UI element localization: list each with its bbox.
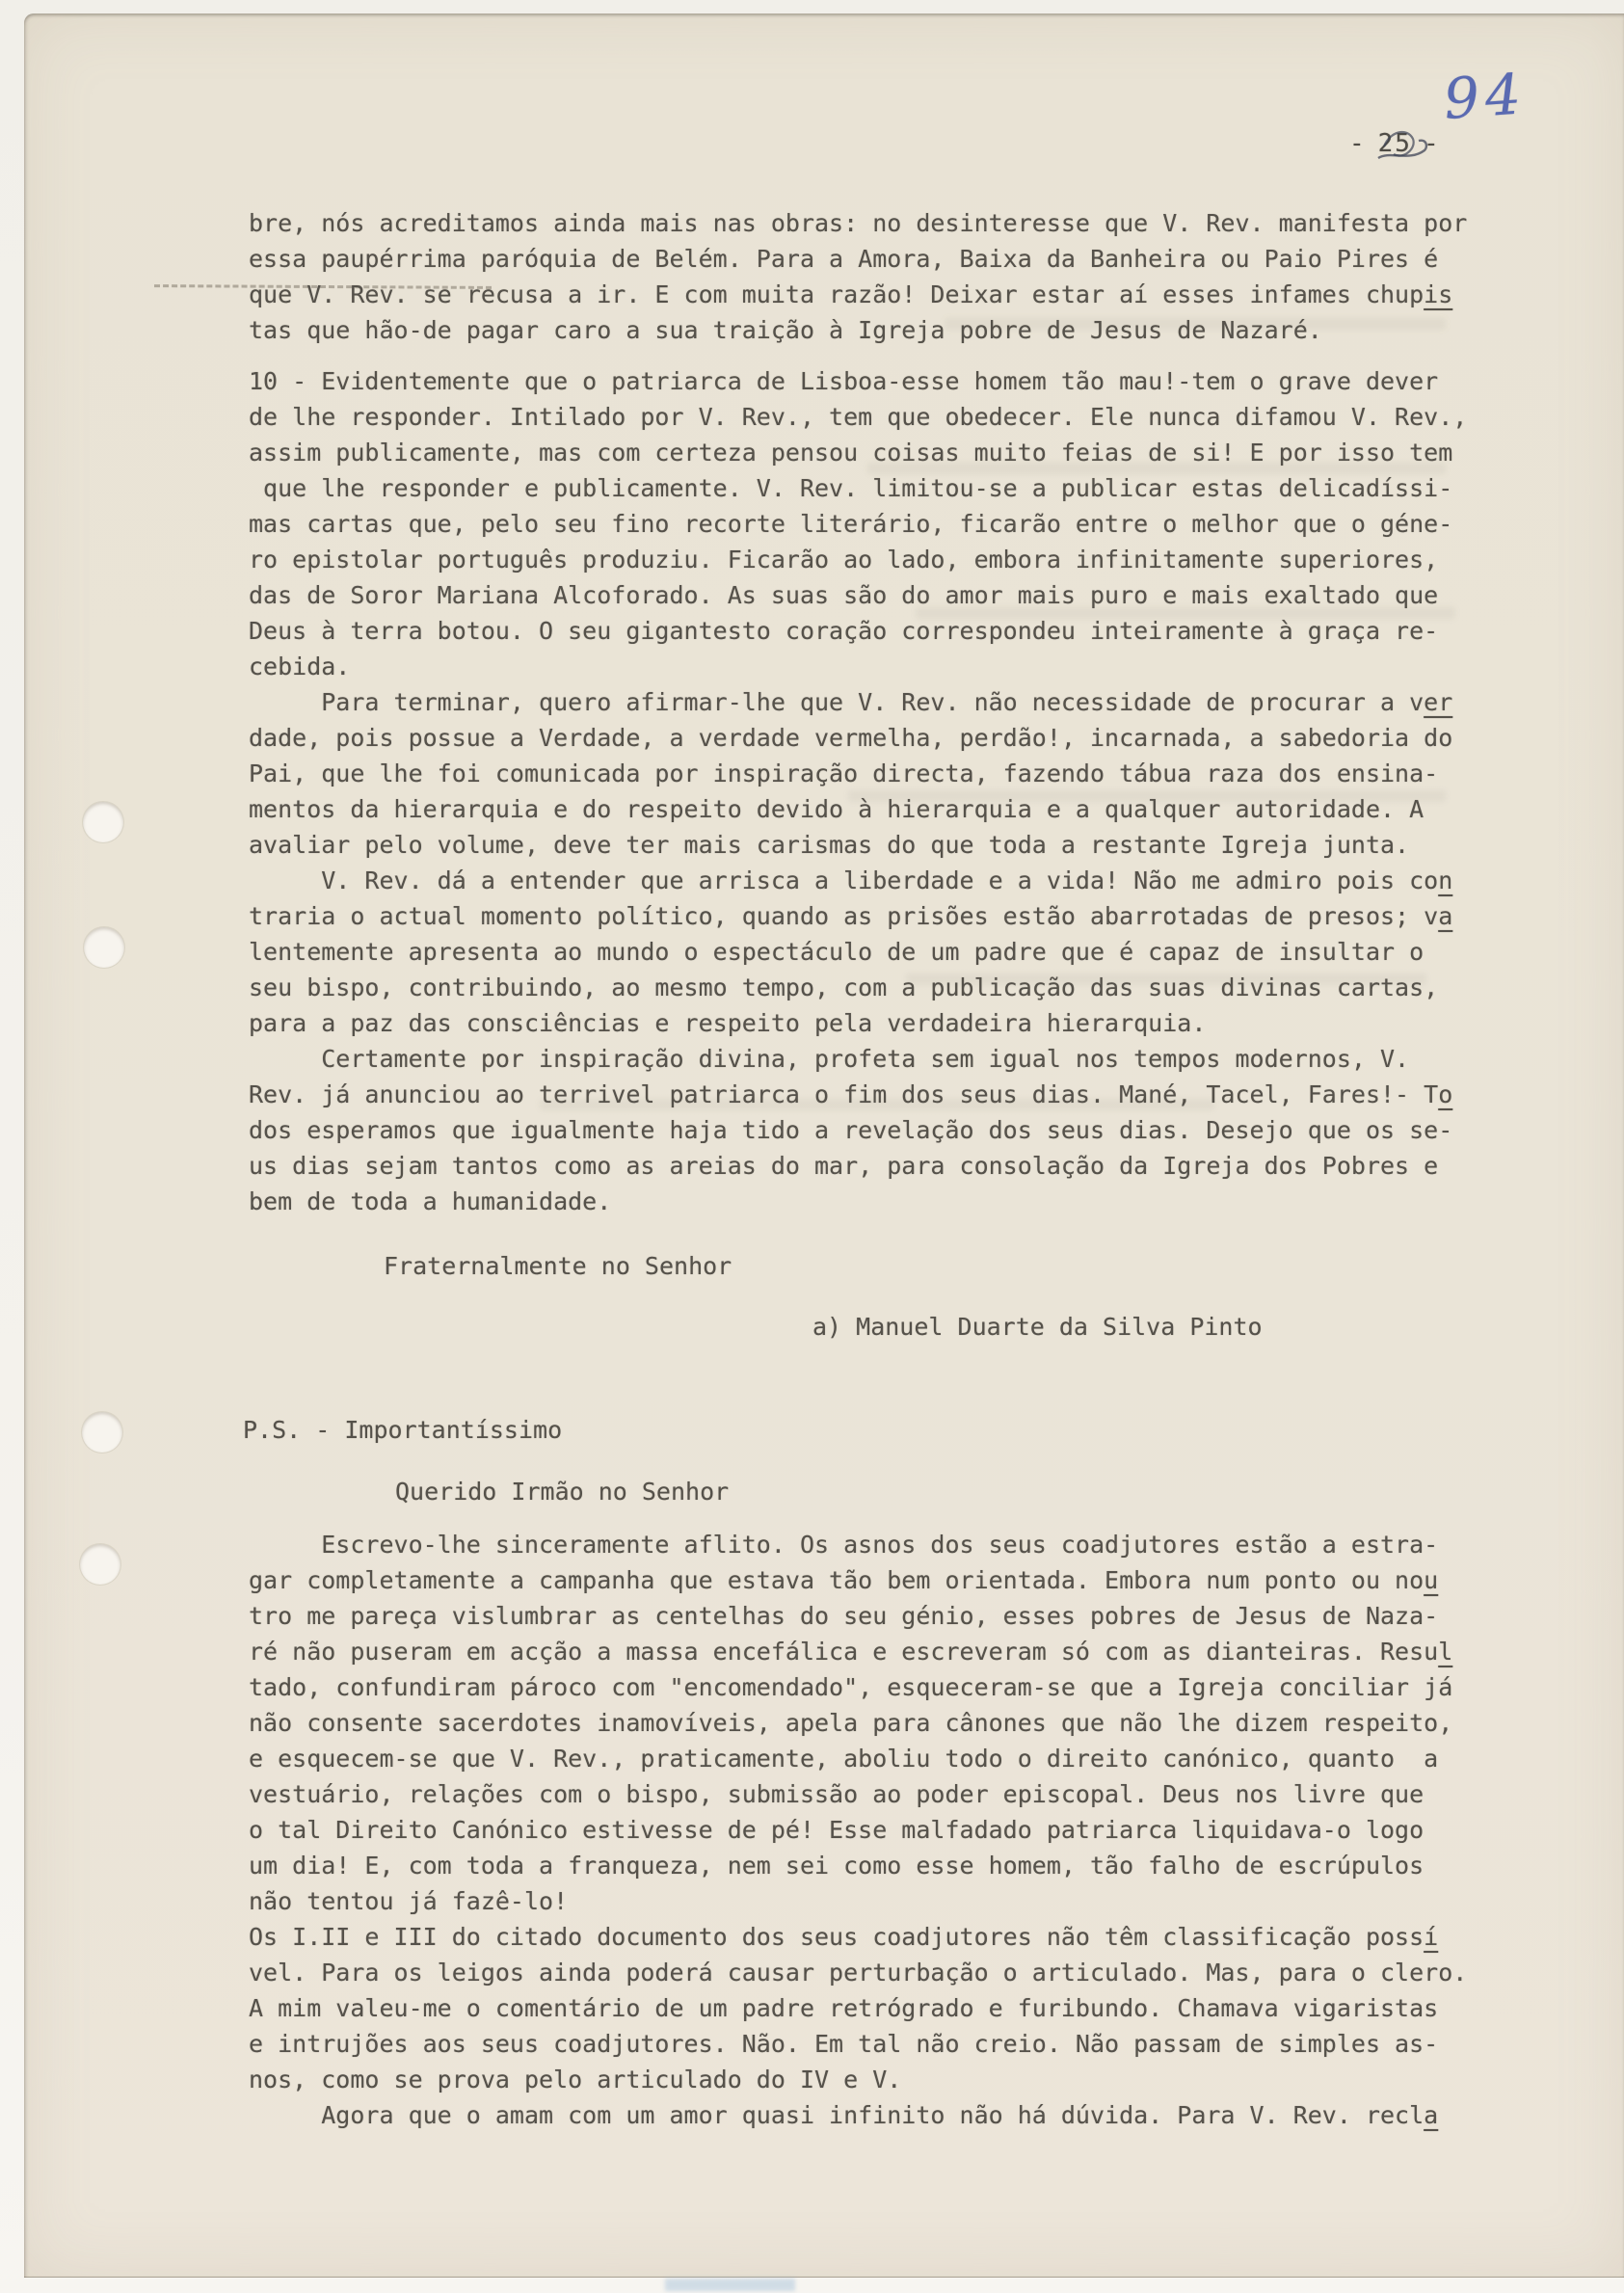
typewritten-line: Escrevo-lhe sinceramente aflito. Os asnos dos seus coadjutores estão a estra- (249, 1531, 1439, 1559)
hyphenation-underline: a (1438, 902, 1453, 930)
typewritten-line: dade, pois possue a Verdade, a verdade vermelha, perdão!, incarnada, a sabedoria do (249, 724, 1453, 752)
typewritten-line: não consente sacerdotes inamovíveis, apela para cânones que não lhe dizem respeito, (249, 1709, 1453, 1737)
punch-hole (84, 927, 124, 968)
ps-body (249, 1527, 1550, 2133)
closing-line: Fraternalmente no Senhor (384, 1252, 732, 1280)
typewritten-line: bre, nós acreditamos ainda mais nas obras: no desinteresse que V. Rev. manifesta por (249, 209, 1468, 237)
typewritten-line: cebida. (249, 653, 351, 680)
hyphenation-underline: o (1438, 1080, 1453, 1108)
typewritten-line: dos esperamos que igualmente haja tido a revelação dos seus dias. Desejo que os se- (249, 1116, 1453, 1144)
hyphenation-underline: í (1424, 1923, 1439, 1951)
typewritten-line: seu bispo, contribuindo, ao mesmo tempo, com a publicação das suas divinas cartas, (249, 973, 1439, 1001)
ps-salutation: Querido Irmão no Senhor (395, 1478, 730, 1506)
typewritten-line: das de Soror Mariana Alcoforado. As suas são do amor mais puro e mais exaltado que (249, 581, 1439, 609)
ps-heading: P.S. - Importantíssimo (243, 1416, 563, 1444)
typewritten-line: e esquecem-se que V. Rev., praticamente, aboliu todo o direito canónico, quanto a (249, 1745, 1439, 1773)
typewritten-line: não tentou já fazê-lo! (249, 1887, 569, 1915)
typewritten-line: us dias sejam tantos como as areias do mar, para consolação da Igreja dos Pobres e (249, 1152, 1439, 1180)
typewritten-line: tro me pareça vislumbrar as centelhas do seu génio, esses pobres de Jesus de Naza- (249, 1602, 1439, 1630)
typewritten-line: gar completamente a campanha que estava tão bem orientada. Embora num ponto ou nou (249, 1566, 1439, 1594)
handwritten-page-number: 94 (1441, 61, 1530, 132)
typewritten-line: essa paupérrima paróquia de Belém. Para a Amora, Baixa da Banheira ou Paio Pires é (249, 245, 1439, 273)
typewritten-line: lentemente apresenta ao mundo o espectáculo de um padre que é capaz de insultar o (249, 938, 1424, 966)
typewritten-line: Os I.II e III do citado documento dos seus coadjutores não têm classificação possí (249, 1923, 1439, 1951)
struck-page-number: 25 (1378, 129, 1412, 158)
hyphenation-underline: n (1438, 867, 1453, 894)
bottom-edge-blue-tint (665, 2279, 795, 2291)
typewritten-line: nos, como se prova pelo articulado do IV e V. (249, 2066, 902, 2093)
typewritten-line: Certamente por inspiração divina, profeta sem igual nos tempos modernos, V. (249, 1045, 1410, 1073)
typewritten-line: Para terminar, quero afirmar-lhe que V. Rev. não necessidade de procurar a ver (249, 688, 1453, 716)
signature-line: a) Manuel Duarte da Silva Pinto (812, 1313, 1263, 1341)
typewritten-line: assim publicamente, mas com certeza pensou coisas muito feias de si! E por isso tem (249, 439, 1453, 467)
letter-text (243, 205, 1550, 2133)
typewritten-line: ro epistolar português produziu. Ficarão ao lado, embora infinitamente superiores, (249, 546, 1439, 573)
typewritten-line: tas que hão-de pagar caro a sua traição à Igreja pobre de Jesus de Nazaré. (249, 316, 1322, 344)
typewritten-line: Pai, que lhe foi comunicada por inspiração directa, fazendo tábua raza dos ensina- (249, 760, 1439, 787)
typewritten-line: bem de toda a humanidade. (249, 1187, 612, 1215)
hyphenation-underline: er (1424, 688, 1453, 716)
typewritten-line: 10 - Evidentemente que o patriarca de Lisboa-esse homem tão mau!-tem o grave dever (249, 367, 1439, 395)
typewritten-line: traria o actual momento político, quando as prisões estão abarrotadas de presos; va (249, 902, 1453, 930)
typewritten-line: um dia! E, com toda a franqueza, nem sei como esse homem, tão falho de escrúpulos (249, 1852, 1424, 1880)
punch-hole (80, 1544, 120, 1585)
typewritten-line: V. Rev. dá a entender que arrisca a liberdade e a vida! Não me admiro pois con (249, 867, 1453, 894)
typewritten-line: que V. Rev. se recusa a ir. E com muita razão! Deixar estar aí esses infames chupis (249, 280, 1453, 308)
typewritten-line: Rev. já anunciou ao terrivel patriarca o fim dos seus dias. Mané, Tacel, Fares!- To (249, 1080, 1453, 1108)
typewritten-line: tado, confundiram pároco com "encomendado", esqueceram-se que a Igreja conciliar já (249, 1673, 1453, 1701)
typewritten-line: mas cartas que, pelo seu fino recorte literário, ficarão entre o melhor que o géne- (249, 510, 1453, 538)
body-block-a (249, 205, 1550, 348)
page-number-suffix-dash: - (1423, 129, 1441, 158)
hyphenation-underline: is (1424, 280, 1453, 308)
typewritten-line: ré não puseram em acção a massa encefálica e escreveram só com as dianteiras. Resul (249, 1638, 1453, 1666)
punch-hole (82, 1412, 122, 1453)
typewritten-line: para a paz das consciências e respeito pela verdadeira hierarquia. (249, 1009, 1207, 1037)
typewritten-line: vestuário, relações com o bispo, submissão ao poder episcopal. Deus nos livre que (249, 1780, 1424, 1808)
typewritten-line: Agora que o amam com um amor quasi infinito não há dúvida. Para V. Rev. recla (249, 2101, 1439, 2129)
hyphenation-underline: a (1424, 2101, 1439, 2129)
typewritten-line: e intrujões aos seus coadjutores. Não. Em tal não creio. Não passam de simples as- (249, 2030, 1439, 2058)
typewritten-line: mentos da hierarquia e do respeito devido à hierarquia e a qualquer autoridade. A (249, 795, 1424, 823)
typewritten-line: Deus à terra botou. O seu gigantesto coração correspondeu inteiramente à graça re- (249, 617, 1439, 645)
body-block-b (249, 363, 1550, 1219)
typewritten-line: o tal Direito Canónico estivesse de pé! Esse malfadado patriarca liquidava-o logo (249, 1816, 1424, 1844)
typewritten-line: avaliar pelo volume, deve ter mais carismas do que toda a restante Igreja junta. (249, 831, 1410, 859)
punch-hole (83, 802, 123, 842)
typewritten-line: de lhe responder. Intilado por V. Rev., tem que obedecer. Ele nunca difamou V. Rev., (249, 403, 1468, 431)
hyphenation-underline: l (1438, 1638, 1453, 1666)
typed-page-number (1338, 129, 1452, 158)
page-number-prefix-dash: - (1349, 129, 1367, 158)
hyphenation-underline: u (1424, 1566, 1439, 1594)
typewritten-line: vel. Para os leigos ainda poderá causar perturbação o articulado. Mas, para o clero. (249, 1959, 1468, 1986)
typewritten-line: que lhe responder e publicamente. V. Rev. limitou-se a publicar estas delicadíssi- (249, 474, 1453, 502)
typewritten-line: A mim valeu-me o comentário de um padre retrógrado e furibundo. Chamava vigaristas (249, 1994, 1439, 2022)
